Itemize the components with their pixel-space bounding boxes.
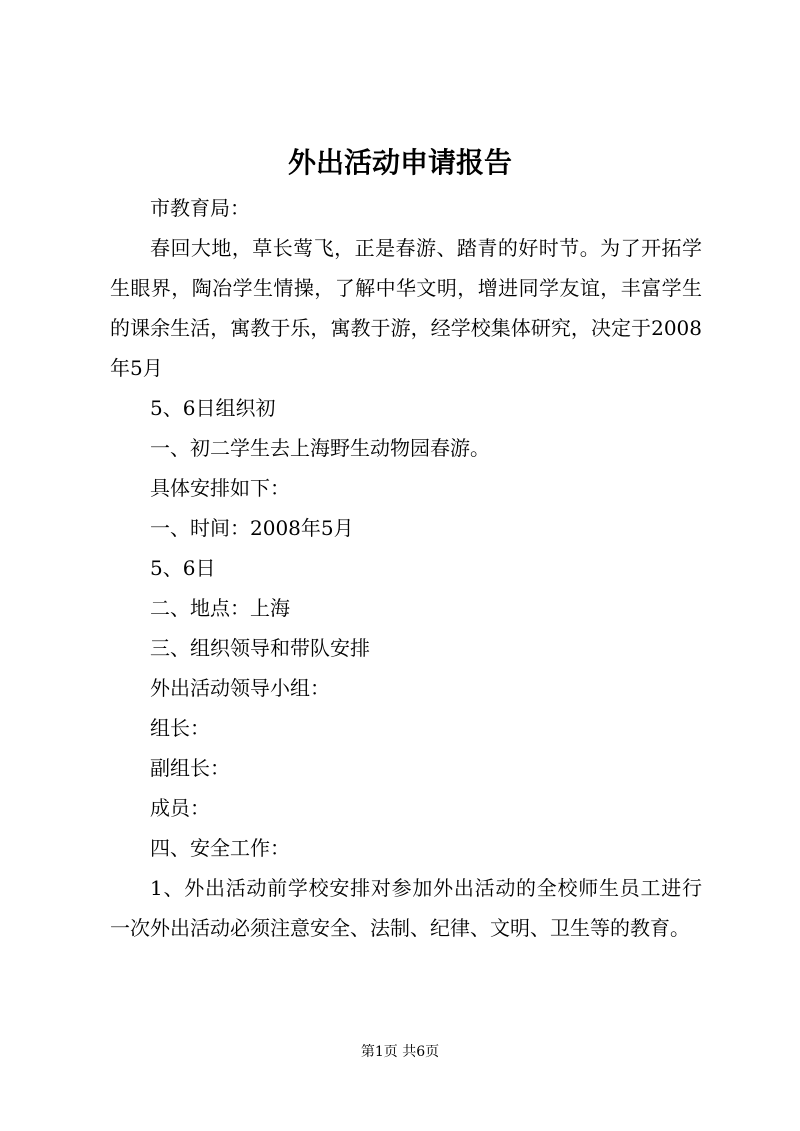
body-paragraph: 成员： [150,796,210,820]
body-paragraph: 四、安全工作： [150,836,290,860]
page-footer: 第1页 共6页 [360,1044,440,1060]
body-paragraph: 具体安排如下： [150,476,290,500]
document-body [110,188,702,948]
body-paragraph: 5、6日 [150,556,216,580]
body-paragraph: 一、初二学生去上海野生动物园春游。 [150,436,490,460]
body-paragraph: 三、组织领导和带队安排 [150,636,370,660]
body-paragraph: 二、地点：上海 [150,596,290,620]
body-paragraph: 外出活动领导小组： [150,676,330,700]
body-paragraph: 1、外出活动前学校安排对参加外出活动的全校师生员工进行一次外出活动必须注意安全、法制、纪律、文明、卫生等的教育。 [110,876,702,940]
body-paragraph: 组长： [150,716,210,740]
document-title: 外出活动申请报告 [287,146,512,179]
body-paragraph: 5、6日组织初 [150,396,276,420]
body-paragraph: 副组长： [150,756,230,780]
salutation: 市教育局： [150,196,250,220]
body-paragraph: 一、时间：2008年5月 [150,516,354,540]
body-paragraph: 春回大地，草长莺飞，正是春游、踏青的好时节。为了开拓学生眼界，陶冶学生情操，了解中华文明，增进同学友谊，丰富学生的课余生活，寓教于乐，寓教于游，经学校集体研究，决定于2008年5月 [110,236,702,380]
